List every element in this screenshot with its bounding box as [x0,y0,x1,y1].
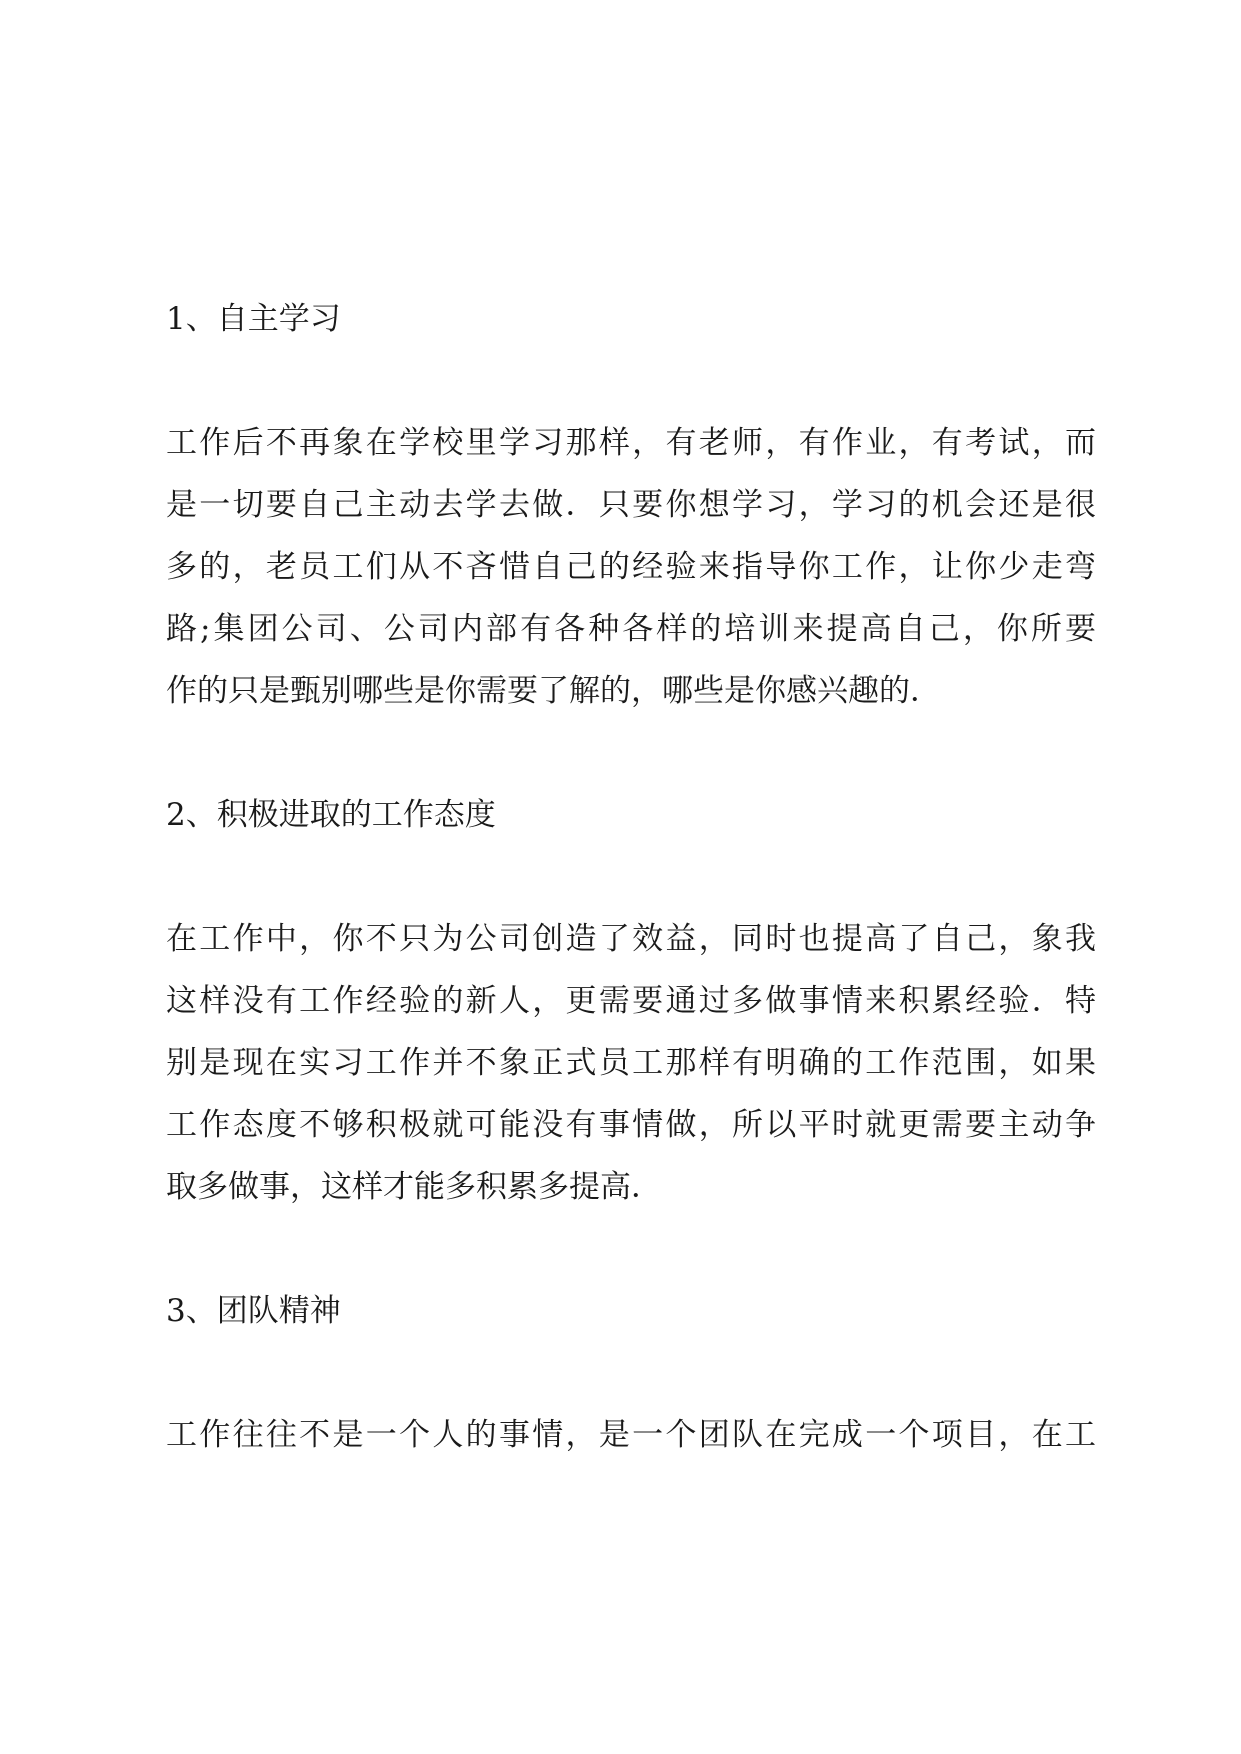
paragraph-spacer [166,846,1096,908]
paragraph-spacer [166,350,1096,412]
paragraph-spacer [166,722,1096,784]
paragraph-line: 作的只是甄别哪些是你需要了解的，哪些是你感兴趣的． [166,673,941,709]
section-heading: 3、团队精神 [166,1293,341,1329]
document-body [166,288,1096,1466]
paragraph-line: 这样没有工作经验的新人，更需要通过多做事情来积累经验．特 [166,983,1096,1019]
section-heading: 2、积极进取的工作态度 [166,797,496,833]
paragraph-line: 工作往往不是一个人的事情，是一个团队在完成一个项目，在工 [166,1417,1096,1453]
paragraph-line: 工作后不再象在学校里学习那样，有老师，有作业，有考试，而 [166,425,1096,461]
paragraph-line: 路;集团公司、公司内部有各种各样的培训来提高自己，你所要 [166,611,1096,647]
paragraph-line: 多的，老员工们从不吝惜自己的经验来指导你工作，让你少走弯 [166,549,1096,585]
paragraph-line: 工作态度不够积极就可能没有事情做，所以平时就更需要主动争 [166,1107,1096,1143]
paragraph-spacer [166,1218,1096,1280]
paragraph-spacer [166,1342,1096,1404]
paragraph-line: 别是现在实习工作并不象正式员工那样有明确的工作范围，如果 [166,1045,1096,1081]
paragraph-line: 取多做事，这样才能多积累多提高． [166,1169,662,1205]
paragraph-line: 是一切要自己主动去学去做．只要你想学习，学习的机会还是很 [166,487,1096,523]
paragraph-line: 在工作中，你不只为公司创造了效益，同时也提高了自己，象我 [166,921,1096,957]
section-heading: 1、自主学习 [166,301,341,337]
